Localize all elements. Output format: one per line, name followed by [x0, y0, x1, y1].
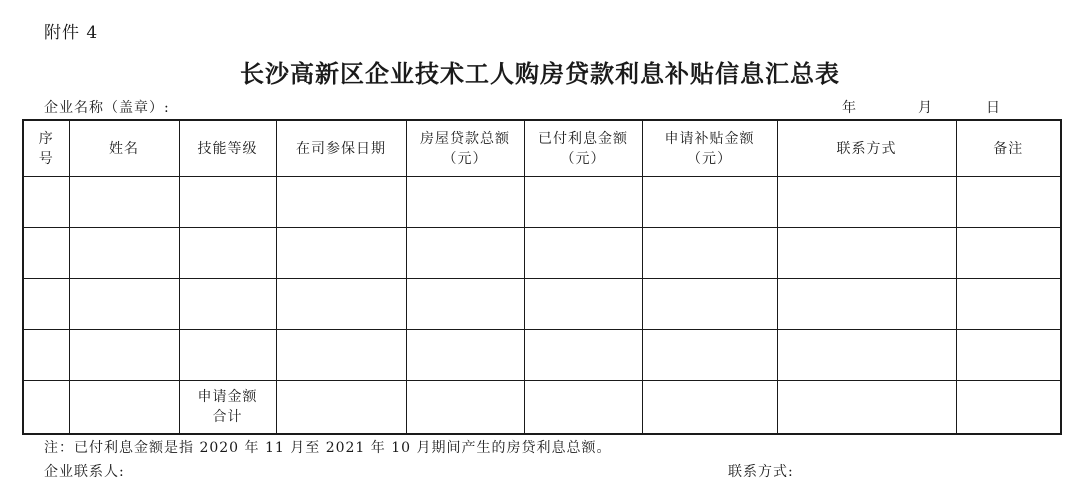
- cell-remarks[interactable]: [956, 381, 1061, 435]
- page-title: 长沙高新区企业技术工人购房贷款利息补贴信息汇总表: [240, 60, 840, 88]
- cell-serial-number[interactable]: [23, 279, 69, 330]
- summary-table: [22, 119, 1062, 435]
- cell-insurance-date[interactable]: [276, 177, 406, 228]
- cell-contact[interactable]: [777, 177, 956, 228]
- cell-serial-number[interactable]: [23, 330, 69, 381]
- cell-loan-total[interactable]: [406, 228, 524, 279]
- cell-name[interactable]: [69, 228, 179, 279]
- table-header-row: [23, 120, 1061, 177]
- cell-remarks[interactable]: [956, 177, 1061, 228]
- total-label-cell: [179, 381, 276, 435]
- header-serial-number: [23, 120, 69, 177]
- cell-skill-level[interactable]: [179, 177, 276, 228]
- cell-subsidy-amount[interactable]: [642, 279, 777, 330]
- cell-contact[interactable]: [777, 330, 956, 381]
- cell-insurance-date[interactable]: [276, 330, 406, 381]
- cell-insurance-date[interactable]: [276, 228, 406, 279]
- cell-subsidy-amount[interactable]: [642, 177, 777, 228]
- contact-person-label: 企业联系人:: [44, 464, 125, 480]
- cell-loan-total[interactable]: [406, 330, 524, 381]
- cell-insurance-date[interactable]: [276, 381, 406, 435]
- cell-loan-total[interactable]: [406, 177, 524, 228]
- cell-insurance-date[interactable]: [276, 279, 406, 330]
- header-loan-total: [406, 120, 524, 177]
- table-row: [23, 228, 1061, 279]
- cell-name[interactable]: [69, 330, 179, 381]
- footnote: 注：已付利息金额是指 2020 年 11 月至 2021 年 10 月期间产生的房贷利息总额。: [44, 440, 612, 456]
- date-day-label: 日: [986, 100, 1000, 116]
- table-row: [23, 279, 1061, 330]
- cell-subsidy-amount[interactable]: [642, 381, 777, 435]
- cell-loan-total[interactable]: [406, 381, 524, 435]
- cell-interest-paid[interactable]: [524, 330, 642, 381]
- cell-name[interactable]: [69, 381, 179, 435]
- cell-remarks[interactable]: [956, 228, 1061, 279]
- cell-interest-paid[interactable]: [524, 381, 642, 435]
- total-label-line: 申请金额: [197, 389, 258, 405]
- cell-subsidy-amount[interactable]: [642, 330, 777, 381]
- header-line: 在司参保日期: [296, 140, 386, 157]
- contact-method-label: 联系方式:: [728, 464, 794, 480]
- cell-contact[interactable]: [777, 381, 956, 435]
- cell-remarks[interactable]: [956, 330, 1061, 381]
- date-year-label: 年: [842, 100, 856, 116]
- header-remarks: [956, 120, 1061, 177]
- header-line: （元）: [687, 150, 732, 167]
- cell-serial-number[interactable]: [23, 381, 69, 435]
- header-insurance-date: [276, 120, 406, 177]
- header-line: 序: [38, 130, 54, 147]
- header-line: 申请补贴金额: [664, 130, 755, 147]
- header-subsidy-amount: [642, 120, 777, 177]
- header-contact: [777, 120, 956, 177]
- cell-contact[interactable]: [777, 228, 956, 279]
- cell-name[interactable]: [69, 279, 179, 330]
- header-line: 房屋贷款总额: [420, 130, 510, 147]
- header-name: [69, 120, 179, 177]
- cell-name[interactable]: [69, 177, 179, 228]
- cell-interest-paid[interactable]: [524, 228, 642, 279]
- table-row: [23, 177, 1061, 228]
- table-total-row: [23, 381, 1061, 435]
- cell-interest-paid[interactable]: [524, 279, 642, 330]
- company-name-label: 企业名称（盖章）:: [44, 100, 170, 116]
- cell-remarks[interactable]: [956, 279, 1061, 330]
- cell-serial-number[interactable]: [23, 177, 69, 228]
- attachment-label: 附件 4: [44, 23, 99, 43]
- cell-subsidy-amount[interactable]: [642, 228, 777, 279]
- cell-skill-level[interactable]: [179, 330, 276, 381]
- header-line: 技能等级: [197, 140, 258, 157]
- cell-interest-paid[interactable]: [524, 177, 642, 228]
- date-month-label: 月: [918, 100, 932, 116]
- header-line: 备注: [993, 140, 1024, 157]
- cell-serial-number[interactable]: [23, 228, 69, 279]
- cell-contact[interactable]: [777, 279, 956, 330]
- total-label-line: 合计: [212, 409, 243, 425]
- header-line: （元）: [442, 150, 488, 167]
- header-line: 已付利息金额: [538, 130, 628, 147]
- header-interest-paid: [524, 120, 642, 177]
- header-line: 姓名: [109, 140, 139, 157]
- header-line: （元）: [560, 150, 606, 167]
- table-row: [23, 330, 1061, 381]
- header-skill-level: [179, 120, 276, 177]
- header-line: 联系方式: [836, 140, 897, 157]
- cell-skill-level[interactable]: [179, 228, 276, 279]
- cell-loan-total[interactable]: [406, 279, 524, 330]
- header-line: 号: [38, 150, 54, 167]
- cell-skill-level[interactable]: [179, 279, 276, 330]
